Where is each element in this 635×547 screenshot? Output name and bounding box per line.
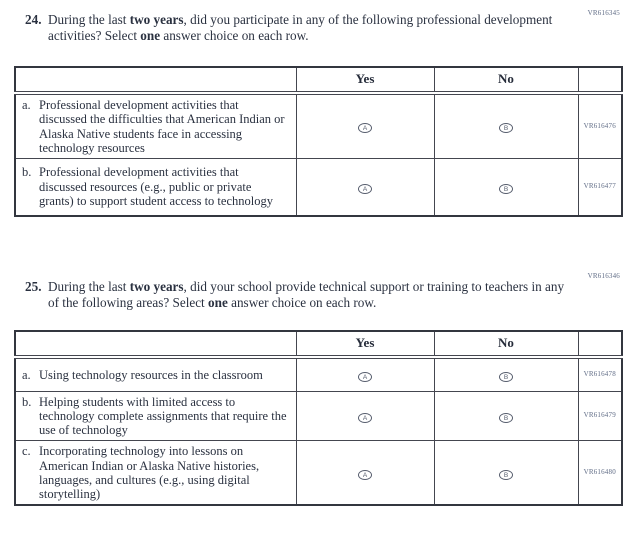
yes-cell	[296, 159, 434, 216]
row-stem-text: Incorporating technology into lessons on American Indian or Alaska Native histories, languages, and cultures (e.g., using digital storytelling)	[39, 444, 260, 501]
row-letter: b.	[22, 165, 32, 180]
text-segment: answer choice on each row.	[227, 294, 377, 310]
header-row	[15, 331, 622, 357]
text-segment: , did your school provide technical support or training to teachers in any of the following areas? Select	[48, 279, 565, 310]
column-header-no: No	[434, 331, 578, 357]
answer-bubble-no[interactable]: B	[499, 470, 513, 480]
row-vr-code: VR616478	[578, 357, 622, 391]
row-stem	[15, 357, 296, 391]
no-cell	[434, 357, 578, 391]
text-segment-bold: one	[140, 27, 161, 43]
text-segment: During the last	[48, 279, 130, 294]
row-letter: a.	[22, 98, 31, 112]
answer-bubble-yes[interactable]: A	[358, 470, 372, 480]
answer-bubble-yes[interactable]: A	[358, 372, 372, 382]
yes-cell	[296, 93, 434, 159]
question-text	[25, 12, 573, 43]
row-stem	[15, 441, 296, 506]
table-row	[15, 441, 622, 506]
empty-code-header	[578, 67, 622, 93]
empty-stem-header	[15, 67, 296, 93]
table-row	[15, 93, 622, 159]
response-table-q25	[14, 330, 623, 506]
no-cell	[434, 93, 578, 159]
answer-bubble-no[interactable]: B	[499, 413, 513, 423]
text-segment-bold: one	[208, 294, 228, 310]
answer-bubble-yes[interactable]: A	[358, 413, 372, 423]
yes-cell	[296, 391, 434, 441]
table-row	[15, 391, 622, 441]
answer-bubble-yes[interactable]: A	[358, 184, 372, 194]
no-cell	[434, 391, 578, 441]
column-header-no: No	[434, 67, 578, 93]
row-stem-text: Professional development activities that discussed resources (e.g., public or private grants) to support student access to technology	[39, 165, 273, 208]
table-row	[15, 159, 622, 216]
yes-cell	[296, 441, 434, 506]
table-row	[15, 357, 622, 391]
text-segment-bold: two years	[129, 12, 184, 27]
row-letter: c.	[22, 444, 31, 459]
response-table-q24	[14, 66, 623, 217]
row-stem-text: Professional development activities that discussed the difficulties that American Indian or Alaska Native students face in accessing technology resources	[39, 98, 285, 155]
text-segment: , did you participate in any of the following professional development activities? Select	[48, 12, 553, 43]
answer-bubble-no[interactable]: B	[499, 372, 513, 382]
column-header-yes: Yes	[296, 331, 434, 357]
text-segment: answer choice on each row.	[160, 27, 309, 43]
no-cell	[434, 159, 578, 216]
text-segment-bold: two years	[129, 279, 184, 294]
answer-bubble-yes[interactable]: A	[358, 123, 372, 133]
question-vr-code: VR616345	[587, 9, 620, 17]
empty-stem-header	[15, 331, 296, 357]
yes-cell	[296, 357, 434, 391]
column-header-yes: Yes	[296, 67, 434, 93]
row-stem-text: Helping students with limited access to technology complete assignments that require the use of technology	[39, 394, 287, 437]
empty-code-header	[578, 331, 622, 357]
row-vr-code: VR616477	[578, 159, 622, 216]
text-segment: During the last	[48, 12, 130, 27]
answer-bubble-no[interactable]: B	[499, 123, 513, 133]
row-vr-code: VR616479	[578, 391, 622, 441]
row-vr-code: VR616476	[578, 93, 622, 159]
row-stem	[15, 391, 296, 441]
question-number: 25.	[25, 279, 42, 294]
no-cell	[434, 441, 578, 506]
row-letter: a.	[22, 367, 31, 382]
header-row	[15, 67, 622, 93]
question-number: 24.	[25, 12, 42, 27]
row-stem-text: Using technology resources in the classroom	[39, 367, 263, 382]
row-stem	[15, 159, 296, 216]
row-stem	[15, 93, 296, 159]
row-letter: b.	[22, 394, 32, 409]
question-text	[25, 279, 573, 310]
answer-bubble-no[interactable]: B	[499, 184, 513, 194]
question-vr-code: VR616346	[587, 272, 620, 280]
row-vr-code: VR616480	[578, 441, 622, 506]
